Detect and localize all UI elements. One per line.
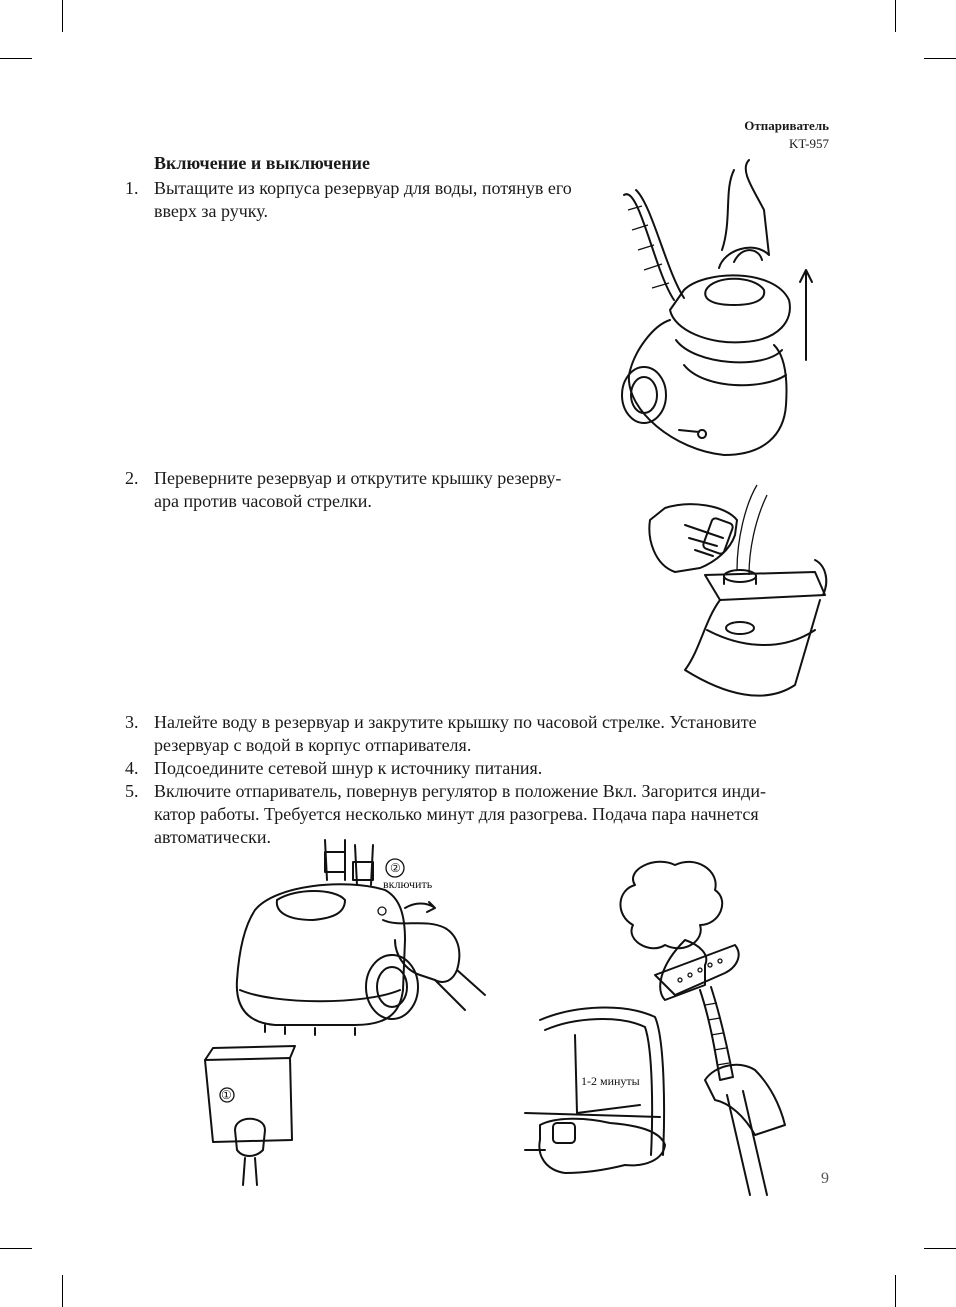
step-1 [125,177,615,223]
page-header [744,117,829,153]
model-number: KT-957 [789,136,829,151]
step-number: 2. [125,468,139,488]
label-switch-on: включить [383,877,433,891]
crop-mark [924,58,956,59]
step-line: вверх за ручку. [154,201,268,221]
step-number: 4. [125,758,139,778]
step-line: автоматически. [154,827,271,847]
crop-mark [62,1275,63,1307]
step-line: Вытащите из корпуса резервуар для воды, потянув его [154,178,572,198]
crop-mark [924,1248,956,1249]
crop-mark [895,1275,896,1307]
page-number: 9 [821,1170,829,1187]
marker-2: ② [390,861,401,875]
step-line: ара против часовой стрелки. [154,491,372,511]
step-line: Подсоедините сетевой шнур к источнику питания. [154,758,543,778]
illustration-open-cap [645,480,830,705]
product-name: Отпариватель [744,118,829,133]
marker-1: ① [221,1088,232,1102]
section-title: Включение и выключение [154,153,370,173]
crop-mark [895,0,896,32]
step-4 [125,757,835,780]
crop-mark [0,58,32,59]
step-3 [125,711,835,757]
step-number: 1. [125,178,139,198]
step-number: 3. [125,712,139,732]
step-line: резервуар с водой в корпус отпаривателя. [154,735,472,755]
step-line: Включите отпариватель, повернув регулятор в положение Вкл. Загорится инди- [154,781,766,801]
step-number: 5. [125,781,139,801]
step-line: Переверните резервуар и открутите крышку резерву- [154,468,562,488]
label-duration: 1-2 минуты [581,1074,640,1088]
crop-mark [0,1248,32,1249]
crop-mark [62,0,63,32]
step-5 [125,780,835,849]
illustration-heating [515,855,800,1195]
step-line: катор работы. Требуется несколько минут для разогрева. Подача пара начнется [154,804,759,824]
illustration-remove-tank [614,150,834,460]
step-2 [125,467,615,513]
step-line: Налейте воду в резервуар и закрутите крышку по часовой стрелке. Установите [154,712,757,732]
illustration-switch-on [195,840,515,1195]
